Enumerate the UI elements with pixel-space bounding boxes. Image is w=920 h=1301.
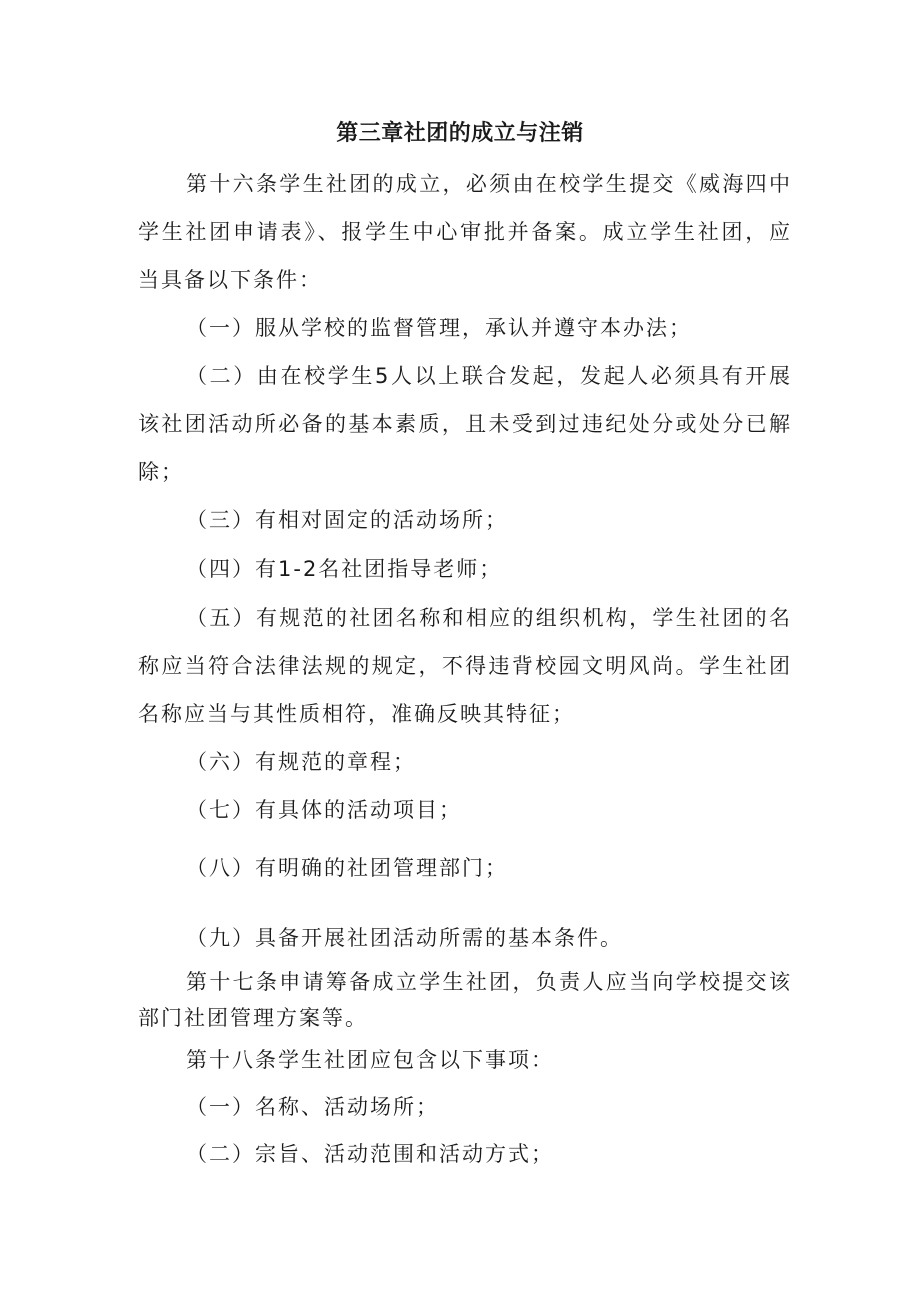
item-2-paragraph: （二）宗旨、活动范围和活动方式； [186,1142,554,1166]
condition-2-paragraph: （二）由在校学生5人以上联合发起，发起人必须具有开展该社团活动所必备的基本素质，且未受到过违纪处分或处分已解除； [138,364,792,484]
condition-8-paragraph: （八）有明确的社团管理部门； [186,856,508,880]
condition-4-paragraph: （四）有1-2名社团指导老师； [186,557,503,581]
article-18-paragraph: 第十八条学生社团应包含以下事项： [186,1048,554,1072]
condition-5-paragraph: （五）有规范的社团名称和相应的组织机构，学生社团的名称应当符合法律法规的规定，不得违背校园文明风尚。学生社团名称应当与其性质相符，准确反映其特征； [138,606,792,726]
article-17-paragraph: 第十七条申请筹备成立学生社团，负责人应当向学校提交该部门社团管理方案等。 [138,970,792,1030]
condition-9-paragraph: （九）具备开展社团活动所需的基本条件。 [186,926,623,950]
condition-6-paragraph: （六）有规范的章程； [186,750,416,774]
condition-1-paragraph: （一）服从学校的监督管理，承认并遵守本办法； [186,316,692,340]
article-16-paragraph: 第十六条学生社团的成立，必须由在校学生提交《威海四中学生社团申请表》、报学生中心审批并备案。成立学生社团，应当具备以下条件： [138,172,792,292]
condition-7-paragraph: （七）有具体的活动项目； [186,798,462,822]
chapter-title: 第三章社团的成立与注销 [336,121,584,146]
condition-3-paragraph: （三）有相对固定的活动场所； [186,508,508,532]
item-1-paragraph: （一）名称、活动场所； [186,1095,439,1119]
